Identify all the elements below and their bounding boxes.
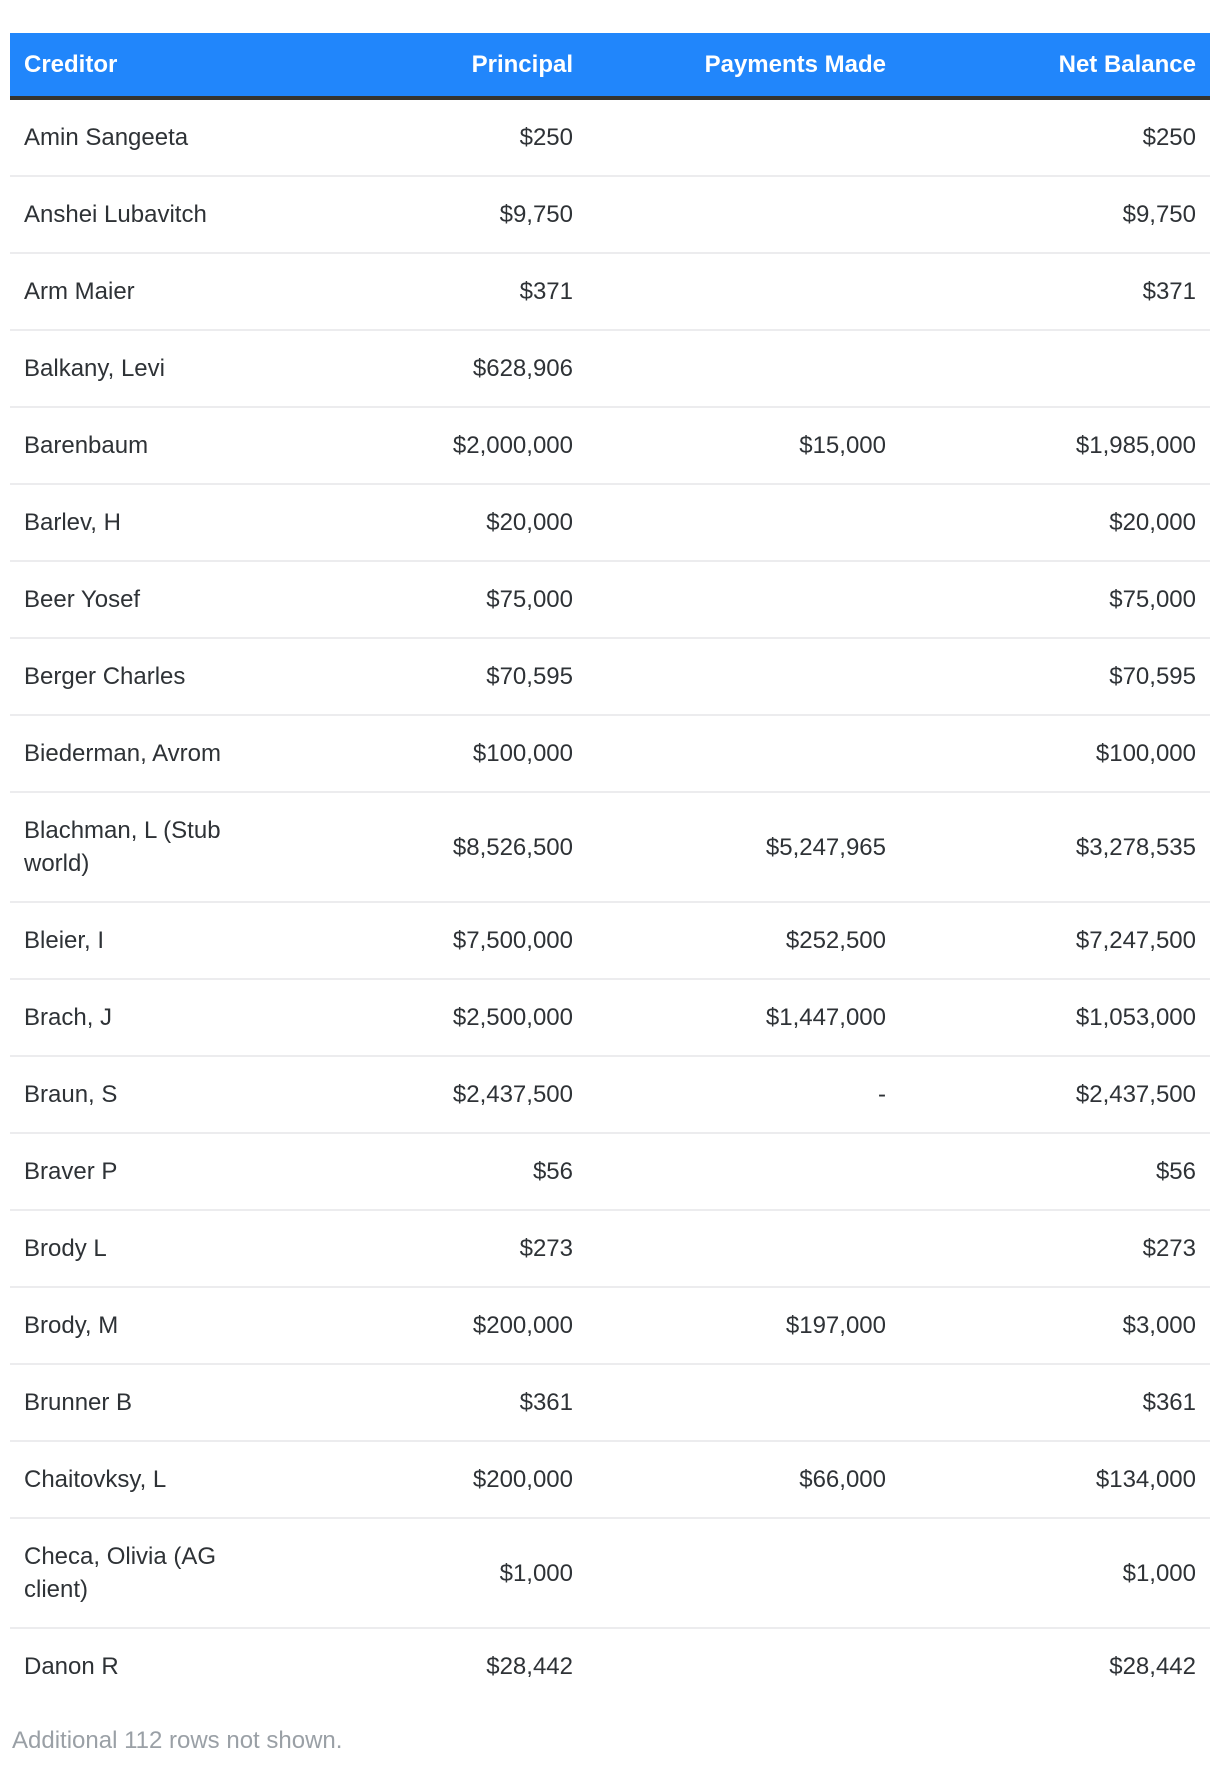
net-balance-cell: $371 — [900, 253, 1210, 330]
payments-made-cell: $66,000 — [587, 1441, 900, 1518]
principal-cell: $1,000 — [300, 1518, 587, 1628]
creditor-cell: Berger Charles — [10, 638, 300, 715]
payments-made-cell — [587, 253, 900, 330]
creditor-cell: Arm Maier — [10, 253, 300, 330]
table-row — [10, 1133, 1210, 1210]
table-row — [10, 330, 1210, 407]
creditor-cell: Bleier, I — [10, 902, 300, 979]
creditor-cell: Brach, J — [10, 979, 300, 1056]
table-row — [10, 407, 1210, 484]
payments-made-cell: - — [587, 1056, 900, 1133]
payments-made-cell — [587, 1518, 900, 1628]
net-balance-cell: $361 — [900, 1364, 1210, 1441]
net-balance-cell: $1,000 — [900, 1518, 1210, 1628]
net-balance-cell: $2,437,500 — [900, 1056, 1210, 1133]
table-row — [10, 1628, 1210, 1704]
table-row — [10, 1518, 1210, 1628]
table-row — [10, 979, 1210, 1056]
creditor-cell: Anshei Lubavitch — [10, 176, 300, 253]
net-balance-cell: $273 — [900, 1210, 1210, 1287]
principal-cell: $250 — [300, 98, 587, 176]
net-balance-cell: $20,000 — [900, 484, 1210, 561]
table-row — [10, 1210, 1210, 1287]
net-balance-cell: $3,000 — [900, 1287, 1210, 1364]
table-row — [10, 1364, 1210, 1441]
creditor-cell: Brody L — [10, 1210, 300, 1287]
net-balance-cell: $75,000 — [900, 561, 1210, 638]
net-balance-cell: $7,247,500 — [900, 902, 1210, 979]
principal-cell: $2,000,000 — [300, 407, 587, 484]
principal-cell: $20,000 — [300, 484, 587, 561]
principal-cell: $200,000 — [300, 1441, 587, 1518]
creditor-cell: Brody, M — [10, 1287, 300, 1364]
net-balance-cell: $1,053,000 — [900, 979, 1210, 1056]
table-row — [10, 98, 1210, 176]
net-balance-cell: $134,000 — [900, 1441, 1210, 1518]
creditor-cell: Danon R — [10, 1628, 300, 1704]
principal-cell: $7,500,000 — [300, 902, 587, 979]
table-body — [10, 98, 1210, 1704]
payments-made-cell: $252,500 — [587, 902, 900, 979]
creditor-table — [10, 33, 1210, 1704]
principal-cell: $8,526,500 — [300, 792, 587, 902]
creditor-cell: Barenbaum — [10, 407, 300, 484]
creditor-cell: Chaitovksy, L — [10, 1441, 300, 1518]
creditor-cell: Balkany, Levi — [10, 330, 300, 407]
table-row — [10, 715, 1210, 792]
principal-cell: $2,437,500 — [300, 1056, 587, 1133]
creditor-cell: Biederman, Avrom — [10, 715, 300, 792]
net-balance-cell: $28,442 — [900, 1628, 1210, 1704]
creditor-cell: Blachman, L (Stub world) — [10, 792, 300, 902]
creditor-cell: Barlev, H — [10, 484, 300, 561]
principal-cell: $56 — [300, 1133, 587, 1210]
table-row — [10, 638, 1210, 715]
principal-cell: $9,750 — [300, 176, 587, 253]
payments-made-cell: $5,247,965 — [587, 792, 900, 902]
column-header-principal: Principal — [300, 33, 587, 98]
principal-cell: $75,000 — [300, 561, 587, 638]
table-row — [10, 1056, 1210, 1133]
payments-made-cell — [587, 330, 900, 407]
creditor-cell: Braun, S — [10, 1056, 300, 1133]
table-row — [10, 902, 1210, 979]
creditor-cell: Checa, Olivia (AG client) — [10, 1518, 300, 1628]
net-balance-cell: $250 — [900, 98, 1210, 176]
net-balance-cell: $56 — [900, 1133, 1210, 1210]
header-row — [10, 33, 1210, 98]
table-row — [10, 561, 1210, 638]
creditor-cell: Brunner B — [10, 1364, 300, 1441]
payments-made-cell — [587, 1210, 900, 1287]
net-balance-cell: $9,750 — [900, 176, 1210, 253]
principal-cell: $28,442 — [300, 1628, 587, 1704]
table-row — [10, 1441, 1210, 1518]
creditor-cell: Beer Yosef — [10, 561, 300, 638]
column-header-payments-made: Payments Made — [587, 33, 900, 98]
net-balance-cell: $100,000 — [900, 715, 1210, 792]
payments-made-cell: $1,447,000 — [587, 979, 900, 1056]
net-balance-cell: $3,278,535 — [900, 792, 1210, 902]
table-row — [10, 1287, 1210, 1364]
payments-made-cell: $15,000 — [587, 407, 900, 484]
payments-made-cell — [587, 484, 900, 561]
payments-made-cell — [587, 98, 900, 176]
table-row — [10, 484, 1210, 561]
principal-cell: $100,000 — [300, 715, 587, 792]
payments-made-cell — [587, 638, 900, 715]
column-header-net-balance: Net Balance — [900, 33, 1210, 98]
principal-cell: $371 — [300, 253, 587, 330]
creditor-cell: Braver P — [10, 1133, 300, 1210]
payments-made-cell — [587, 176, 900, 253]
table-row — [10, 792, 1210, 902]
payments-made-cell — [587, 715, 900, 792]
net-balance-cell: $70,595 — [900, 638, 1210, 715]
principal-cell: $628,906 — [300, 330, 587, 407]
payments-made-cell — [587, 561, 900, 638]
net-balance-cell: $1,985,000 — [900, 407, 1210, 484]
table-row — [10, 176, 1210, 253]
payments-made-cell — [587, 1133, 900, 1210]
footer-note: Additional 112 rows not shown. — [12, 1727, 343, 1754]
column-header-creditor: Creditor — [10, 33, 300, 98]
creditor-cell: Amin Sangeeta — [10, 98, 300, 176]
payments-made-cell — [587, 1628, 900, 1704]
net-balance-cell — [900, 330, 1210, 407]
principal-cell: $70,595 — [300, 638, 587, 715]
principal-cell: $200,000 — [300, 1287, 587, 1364]
payments-made-cell: $197,000 — [587, 1287, 900, 1364]
table-header — [10, 33, 1210, 98]
payments-made-cell — [587, 1364, 900, 1441]
principal-cell: $361 — [300, 1364, 587, 1441]
principal-cell: $273 — [300, 1210, 587, 1287]
table-row — [10, 253, 1210, 330]
principal-cell: $2,500,000 — [300, 979, 587, 1056]
